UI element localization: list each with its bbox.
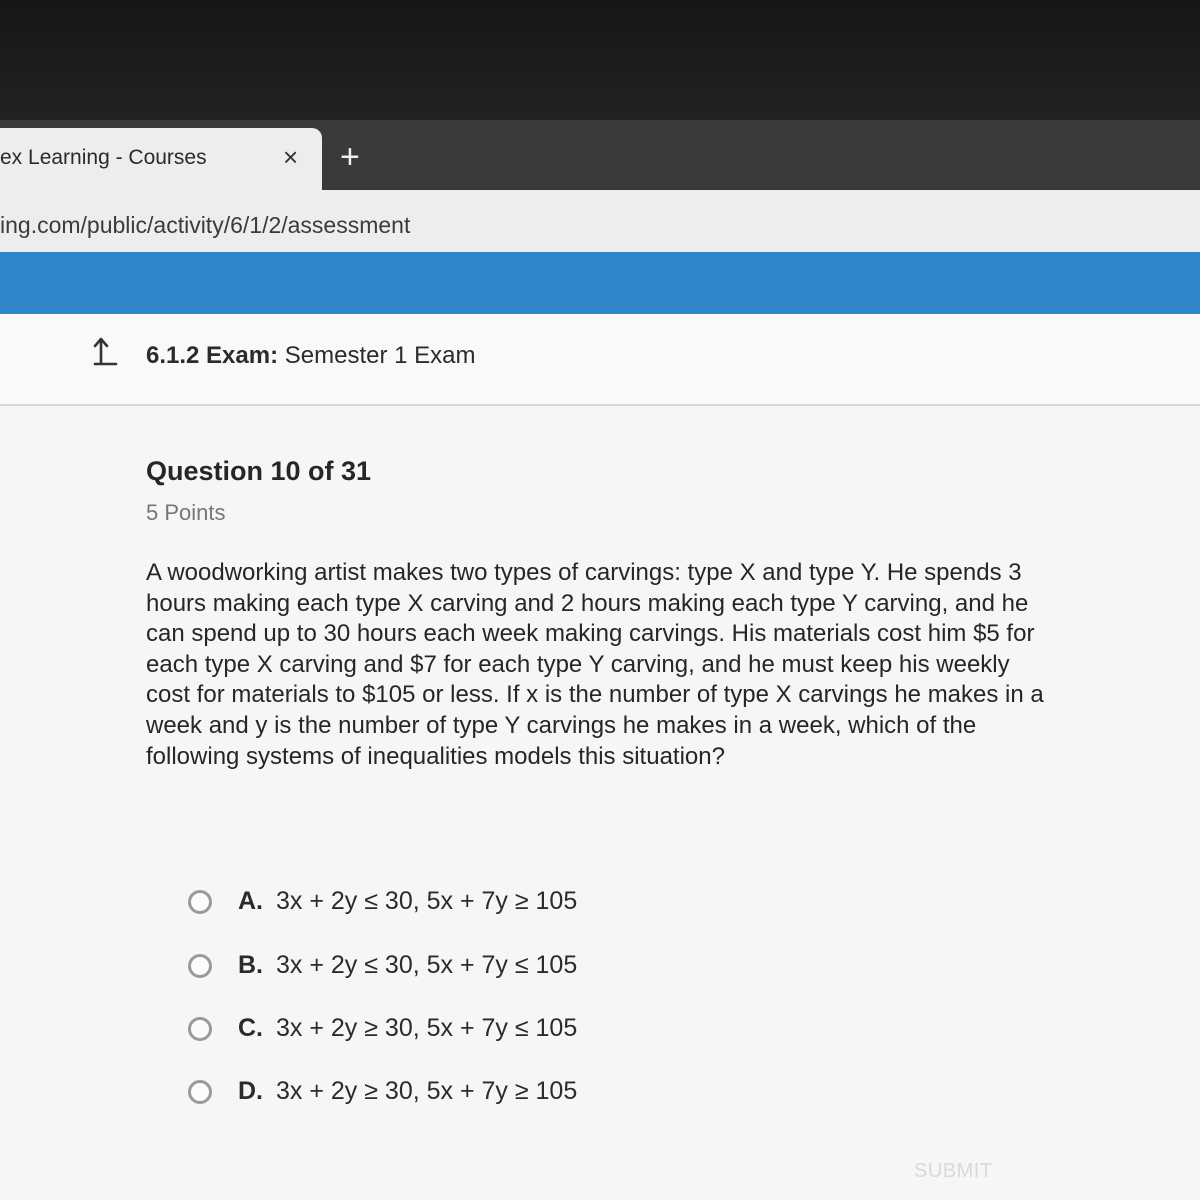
address-bar[interactable] xyxy=(0,190,1200,253)
choice-text: 3x + 2y ≥ 30, 5x + 7y ≥ 105 xyxy=(276,1077,578,1105)
close-icon[interactable]: × xyxy=(283,142,299,172)
radio-button-icon[interactable] xyxy=(188,1017,212,1041)
url-text: ing.com/public/activity/6/1/2/assessment xyxy=(0,212,411,238)
choice-letter: A. xyxy=(238,887,263,915)
choice-c[interactable] xyxy=(186,1011,746,1051)
choice-text: 3x + 2y ≥ 30, 5x + 7y ≤ 105 xyxy=(276,1014,578,1042)
new-tab-icon[interactable]: + xyxy=(340,138,360,176)
exam-code: 6.1.2 Exam: xyxy=(146,342,279,369)
submit-button[interactable]: SUBMIT xyxy=(914,1160,993,1182)
radio-button-icon[interactable] xyxy=(188,890,212,914)
radio-button-icon[interactable] xyxy=(188,954,212,978)
choice-text: 3x + 2y ≤ 30, 5x + 7y ≤ 105 xyxy=(276,951,578,979)
question-points: 5 Points xyxy=(146,500,226,525)
site-header-band xyxy=(0,252,1200,314)
choice-text: 3x + 2y ≤ 30, 5x + 7y ≥ 105 xyxy=(276,887,578,915)
choice-letter: B. xyxy=(238,951,263,979)
choice-b[interactable] xyxy=(186,948,746,988)
choice-a[interactable] xyxy=(186,884,746,924)
back-arrow-icon[interactable] xyxy=(92,336,118,366)
monitor-bezel xyxy=(0,0,1200,130)
exam-title xyxy=(146,342,476,370)
browser-tab[interactable] xyxy=(0,128,322,190)
choice-letter: C. xyxy=(238,1014,263,1042)
choice-letter: D. xyxy=(238,1077,263,1105)
tab-title: ex Learning - Courses xyxy=(0,146,207,169)
question-text: A woodworking artist makes two types of carvings: type X and type Y. He spends 3 hours making each type X carving and 2 hours making each type Y carving, and he can spend up to 30 hours each week making carvings. His materials cost him $5 for each type X carving and $7 for each type Y carving, and he must keep his weekly cost for materials to $105 or less. If x is the number of type X carvings he makes in a week and y is the number of type Y carvings he makes in a week, which of the following systems of inequalities models this situation? xyxy=(146,559,1044,770)
question-heading: Question 10 of 31 xyxy=(146,456,372,486)
exam-header xyxy=(0,314,1200,406)
exam-name: Semester 1 Exam xyxy=(284,342,476,369)
radio-button-icon[interactable] xyxy=(188,1080,212,1104)
choice-d[interactable] xyxy=(186,1074,746,1114)
